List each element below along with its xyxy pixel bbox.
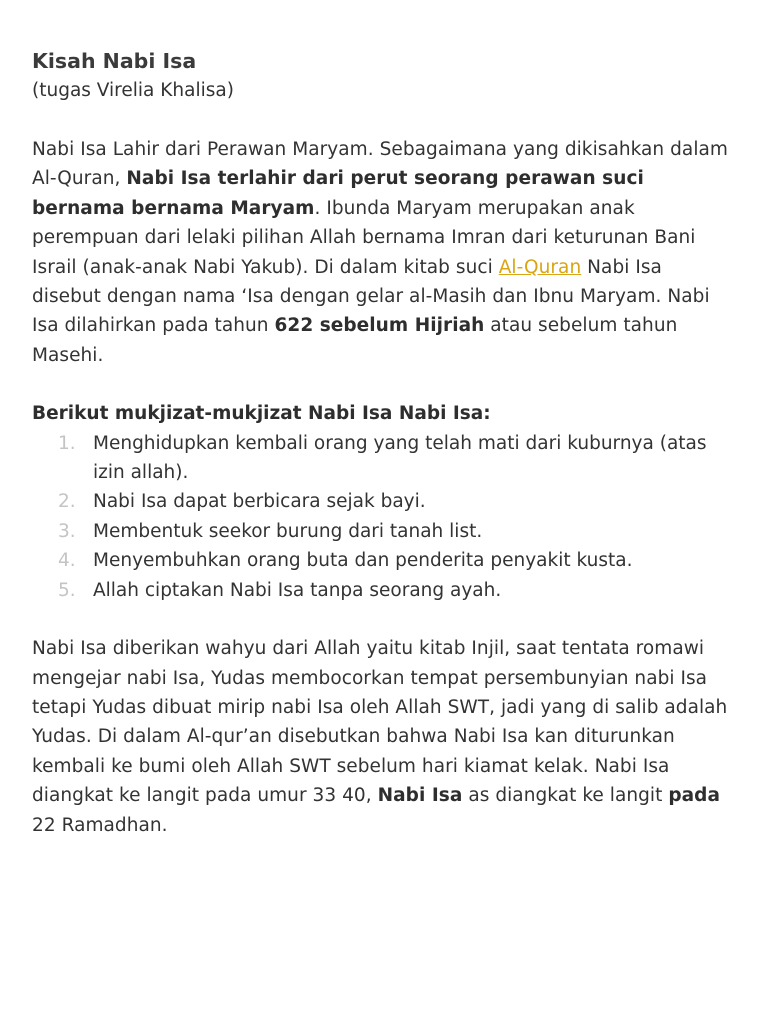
list-item (32, 546, 736, 575)
miracles-list (32, 429, 736, 605)
paragraph-ascension (32, 634, 736, 840)
list-item-number: 2. (58, 491, 76, 513)
paragraph-birth (32, 135, 736, 370)
list-item-text: Menghidupkan kembali orang yang telah mati dari kuburnya (atas izin allah). (93, 432, 707, 484)
list-item (32, 576, 736, 605)
miracles-heading: Berikut mukjizat-mukjizat Nabi Isa Nabi Isa: (32, 403, 491, 425)
list-item-text: Nabi Isa dapat berbicara sejak bayi. (93, 491, 426, 513)
list-item-number: 5. (58, 579, 76, 601)
list-item-text: Menyembuhkan orang buta dan penderita penyakit kusta. (93, 550, 633, 572)
page-title: Kisah Nabi Isa (32, 49, 197, 73)
paragraph-bold-text: pada (668, 785, 721, 807)
list-item-text: Allah ciptakan Nabi Isa tanpa seorang ayah. (93, 579, 502, 601)
paragraph-text: atau sebelum tahun Masehi. (32, 315, 678, 366)
list-item-text: Membentuk seekor burung dari tanah list. (93, 520, 483, 542)
paragraph-text: 22 Ramadhan. (32, 814, 168, 836)
al-quran-link[interactable]: Al-Quran (498, 256, 582, 278)
list-item (32, 429, 736, 488)
paragraph-bold-text: 622 sebelum Hijriah (274, 315, 485, 337)
paragraph-bold-text: Nabi Isa terlahir dari perut seorang perawan suci bernama bernama Maryam (32, 168, 644, 219)
page-subtitle: (tugas Virelia Khalisa) (32, 80, 234, 101)
list-item-number: 3. (58, 520, 76, 542)
paragraph-text: Nabi Isa disebut dengan nama ‘Isa dengan gelar al-Masih dan Ibnu Maryam. Nabi Isa dilahirkan pada tahun (32, 256, 710, 337)
paragraph-text: Nabi Isa Lahir dari Perawan Maryam. Sebagaimana yang dikisahkan dalam Al-Quran, (32, 139, 728, 190)
paragraph-bold-text: Nabi Isa (377, 785, 463, 807)
list-item (32, 517, 736, 546)
paragraph-text: as diangkat ke langit (462, 785, 669, 807)
paragraph-text: Nabi Isa diberikan wahyu dari Allah yaitu kitab Injil, saat tentata romawi mengejar nabi Isa, Yudas membocorkan tempat persembunyian nabi Isa tetapi Yudas dibuat mirip nabi Isa oleh Allah SWT, jadi yang di salib adalah Yudas. Di dalam Al-qur’an disebutkan bahwa Nabi Isa kan diturunkan kembali ke bumi oleh Allah SWT sebelum hari kiamat kelak. Nabi Isa diangkat ke langit pada umur 33 40, (32, 638, 728, 807)
list-item-number: 4. (58, 550, 76, 572)
paragraph-text: . Ibunda Maryam merupakan anak perempuan dari lelaki pilihan Allah bernama Imran dari keturunan Bani Israil (anak-anak Nabi Yakub). Di dalam kitab suci (32, 197, 696, 278)
list-item (32, 487, 736, 516)
list-item-number: 1. (58, 432, 76, 454)
